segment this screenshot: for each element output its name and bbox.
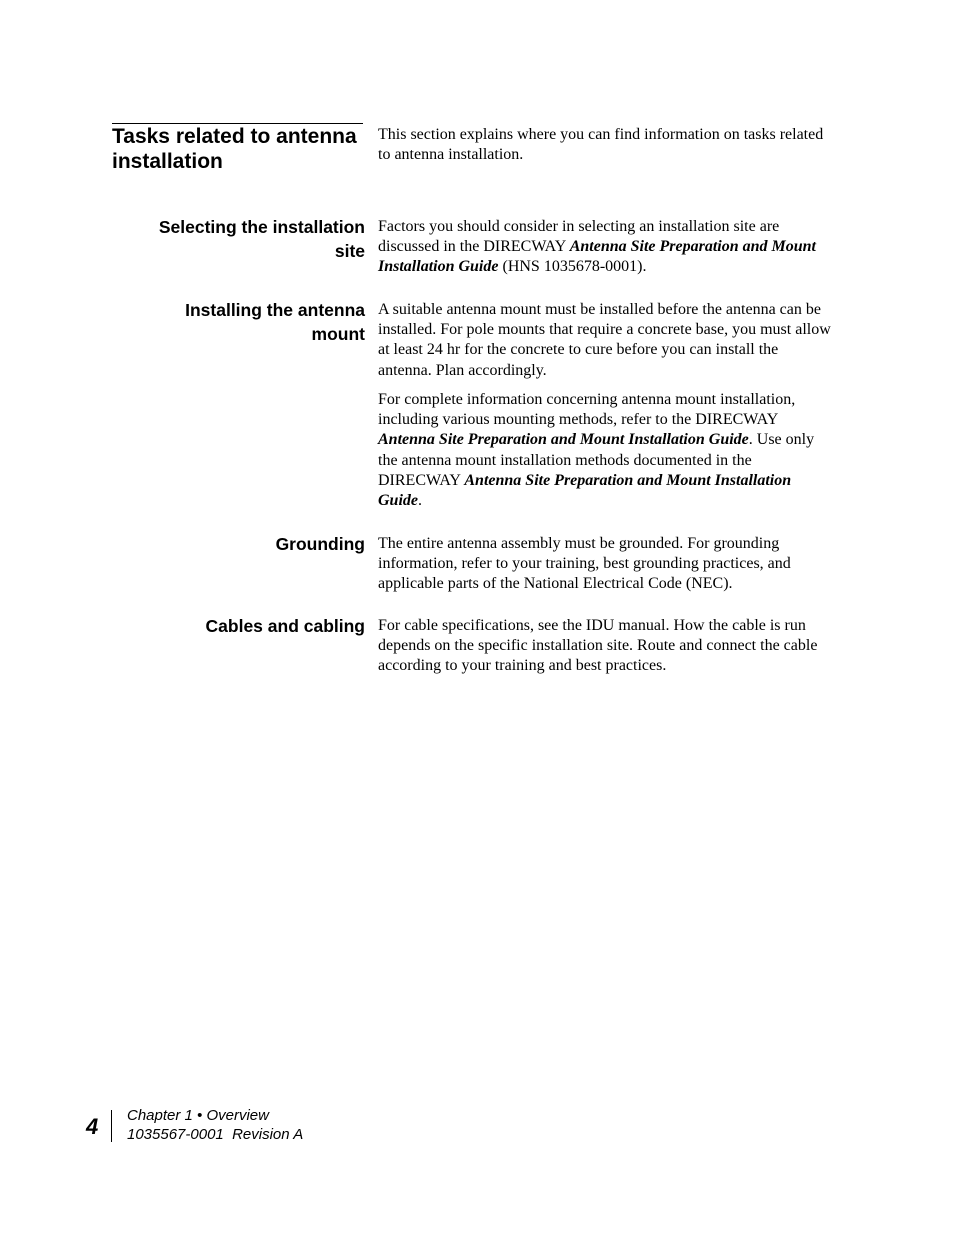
mount-text-c: . Use only the antenna mount installation methods documented in the DIRECWAY <box>378 431 815 489</box>
section-title: Tasks related to antenna installation <box>112 125 357 173</box>
footer-chapter: Chapter 1 • Overview <box>127 1107 269 1124</box>
heading-grounding: Grounding <box>275 534 365 554</box>
selecting-text-a: Factors you should consider in selecting an installation site are discussed in the DIRECWAY <box>378 218 780 256</box>
footer-divider <box>111 1110 112 1142</box>
page-number: 4 <box>86 1114 99 1139</box>
footer-text <box>127 1106 303 1144</box>
section-intro: This section explains where you can find information on tasks related to antenna installation. <box>378 126 824 164</box>
heading-selecting-line1: Selecting the installation <box>158 217 365 237</box>
heading-installing-mount <box>112 298 365 346</box>
mount-text-e: . <box>418 492 422 510</box>
grounding-paragraph: The entire antenna assembly must be grounded. For grounding information, refer to your training, best grounding practices, and applicable parts of the National Electrical Code (NEC). <box>378 535 791 593</box>
cables-paragraph: For cable specifications, see the IDU manual. How the cable is run depends on the specific installation site. Route and connect the cable according to your training and best practices. <box>378 617 818 675</box>
heading-selecting-site <box>112 215 365 263</box>
mount-text-a: For complete information concerning antenna mount installation, including various mounting methods, refer to the DIRECWAY <box>378 391 796 429</box>
selecting-site-paragraph <box>378 217 833 278</box>
mount-paragraph-1: A suitable antenna mount must be installed before the antenna can be installed. For pole mounts that require a concrete base, you must allow at least 24 hr for the concrete to cure before you can install the antenna. Plan accordingly. <box>378 301 831 379</box>
guide-title-ref: Antenna Site Preparation and Mount Installation Guide <box>378 471 792 510</box>
guide-title-ref: Antenna Site Preparation and Mount Installation Guide <box>378 238 816 276</box>
heading-mount-line2: mount <box>311 324 365 344</box>
heading-mount-line1: Installing the antenna <box>185 300 365 320</box>
footer-doc-id: 1035567-0001 Revision A <box>127 1126 304 1143</box>
selecting-text-c: (HNS 1035678-0001). <box>498 258 647 276</box>
heading-cables: Cables and cabling <box>205 616 365 636</box>
heading-selecting-line2: site <box>334 241 365 261</box>
mount-paragraph-2 <box>378 390 833 511</box>
guide-title-ref: Antenna Site Preparation and Mount Installation Guide <box>378 431 749 449</box>
